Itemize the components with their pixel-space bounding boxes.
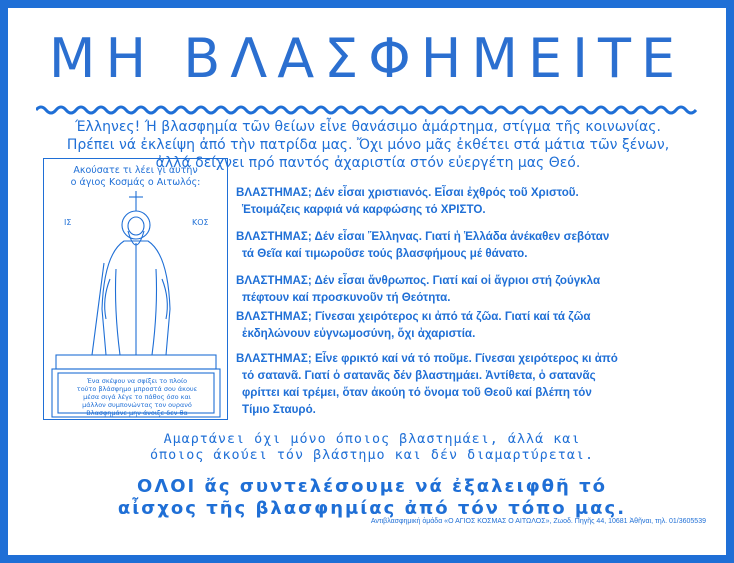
plinth-line: Βλασφημάνε μην άνοιξε δεν θα: [86, 409, 188, 417]
svg-text:ΚΟΣ: ΚΟΣ: [192, 218, 209, 227]
warning-line: Ἑτοιμάζεις καρφιά νά καρφώσης τό ΧΡΙΣΤΟ.: [242, 203, 486, 216]
intro-line: Πρέπει νά ἐκλείψη ἀπό τὴν πατρίδα μας. Ὄχι μόνο μᾶς ἐκθέτει στά μάτια τῶν ξένων,: [66, 137, 670, 153]
warning-line: ΒΛΑΣΤΗΜΑΣ; Γίνεσαι χειρότερος κι ἀπό τά ζῶα. Γιατί καί τά ζῶα: [236, 310, 591, 323]
warning-block: [236, 272, 706, 306]
call-to-action-line: αἶσχος τῆς βλασφημίας ἀπό τόν τόπο μας.: [117, 498, 627, 519]
warning-line: ἐκδηλώνουν εὐγνωμοσύνη, ὄχι ἀχαριστία.: [242, 327, 476, 340]
closing-line: Αμαρτάνει όχι μόνο όποιος βλαστημάει, άλλά και: [163, 432, 581, 447]
plinth-line: Ένα σκέψου να σφίξει το πλοίο: [86, 377, 188, 385]
warning-line: φρίττει καί τρέμει, ὅταν ἀκούη τό ὄνομα τοῦ Θεοῦ καί βλέπη τόν: [242, 386, 592, 399]
warning-block: [236, 228, 706, 262]
warning-line: τό σατανᾶ. Γιατί ὁ σατανᾶς δέν βλαστημάει. Ἀντίθετα, ὁ σατανᾶς: [242, 369, 596, 382]
warning-line: ΒΛΑΣΤΗΜΑΣ; Δέν εἶσαι Ἕλληνας. Γιατί ἡ Ἑλλάδα ἀνέκαθεν σεβόταν: [236, 230, 610, 243]
saint-caption-line: ο άγιος Κοσμάς ο Αιτωλός:: [70, 177, 201, 188]
intro-line: ἀλλά δείχνει πρό παντός ἀχαριστία στόν εὐεργέτη μας Θεό.: [155, 155, 581, 171]
warning-line: τά Θεῖα καί τιμωροῦσε τούς βλασφήμους μέ θάνατο.: [242, 247, 528, 260]
warning-block: [236, 308, 706, 342]
plinth-line: τούτο βλάσφημο μπροστά σου άκουε: [76, 385, 198, 393]
plinth-line: μέσα σιγά λέγε το πάθος όσο και: [83, 393, 191, 401]
saint-illustration-box: [43, 158, 228, 420]
warning-line: πέφτουν καί προσκυνοῦν τή Θεότητα.: [242, 291, 451, 304]
wave-divider: [36, 104, 698, 116]
warning-line: ΒΛΑΣΤΗΜΑΣ; Δέν εἶσαι ἄνθρωπος. Γιατί καί οἱ ἄγριοι στή ζούγκλα: [236, 274, 601, 287]
plinth-line: μάλλον συμπονώντας τον ουρανό: [82, 401, 192, 409]
call-to-action-line: ΟΛΟΙ ἄς συντελέσουμε νά ἐξαλειφθῆ τό: [137, 476, 607, 497]
warning-line: ΒΛΑΣΤΗΜΑΣ; Δέν εἶσαι χριστιανός. Εἶσαι ἐχθρός τοῦ Χριστοῦ.: [236, 186, 579, 199]
warning-line: ΒΛΑΣΤΗΜΑΣ; Εἶνε φρικτό καί νά τό ποῦμε. Γίνεσαι χειρότερος κι ἀπό: [236, 352, 618, 365]
warning-line: Τίμιο Σταυρό.: [242, 403, 316, 416]
intro-line: Έλληνες! Ή βλασφημία τῶν θείων εἶνε θανάσιμο ἁμάρτημα, στίγμα τῆς κοινωνίας.: [75, 119, 661, 135]
publisher-footer: Αντιβλασφημική ὁμάδα «Ο ΑΓΙΟΣ ΚΟΣΜΑΣ Ο ΑΙΤΩΛΟΣ», Ζωοδ. Πηγῆς 44, 10681 Ἀθῆναι, τηλ. 01/3605539: [370, 518, 706, 525]
plinth-inscription: [62, 377, 212, 417]
call-to-action: [42, 476, 702, 520]
closing-line: όποιος άκούει τόν βλάστημο και δέν διαμαρτύρεται.: [149, 448, 595, 463]
warning-block: [236, 184, 706, 218]
poster-title: ΜΗ ΒΛΑΣΦΗΜΕΙΤΕ: [48, 27, 686, 90]
svg-text:ΙΣ: ΙΣ: [64, 218, 72, 227]
closing-statement: [42, 432, 702, 464]
warning-block: [236, 350, 706, 418]
saint-caption-line: Ακούσατε τι λέει γι αυτήν: [73, 165, 198, 176]
